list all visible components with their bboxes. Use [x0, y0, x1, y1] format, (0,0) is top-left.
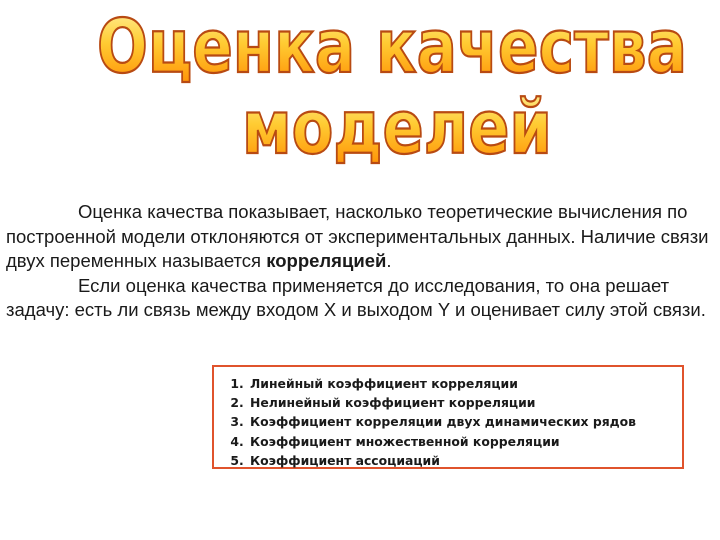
list-item: 5. Коэффициент ассоциаций	[248, 451, 682, 470]
list-item: 4. Коэффициент множественной корреляции	[248, 432, 682, 451]
title-line-2: моделей	[242, 85, 552, 171]
paragraph-definition-end: .	[386, 250, 392, 272]
coefficients-list	[214, 367, 682, 470]
list-item: 2. Нелинейный коэффициент корреляции	[248, 393, 682, 412]
term-correlation: корреляцией	[266, 250, 387, 272]
paragraph-definition-text: Оценка качества показывает, насколько теоретические вычисления по построенной модели отклоняются от экспериментальных данных. Наличие связи двух переменных называется	[6, 201, 709, 272]
slide-title	[0, 0, 720, 175]
title-line-1: Оценка качества	[97, 4, 687, 90]
body-text	[6, 200, 718, 323]
list-item: 3. Коэффициент корреляции двух динамических рядов	[248, 412, 682, 431]
paragraph-usage	[6, 274, 718, 323]
paragraph-usage-text: Если оценка качества применяется до исследования, то она решает задачу: есть ли связь между входом X и выходом Y и оценивает силу этой связи.	[6, 274, 706, 321]
coefficients-list-box	[212, 365, 684, 469]
paragraph-definition	[6, 200, 718, 274]
list-item: 1. Линейный коэффициент корреляции	[248, 374, 682, 393]
